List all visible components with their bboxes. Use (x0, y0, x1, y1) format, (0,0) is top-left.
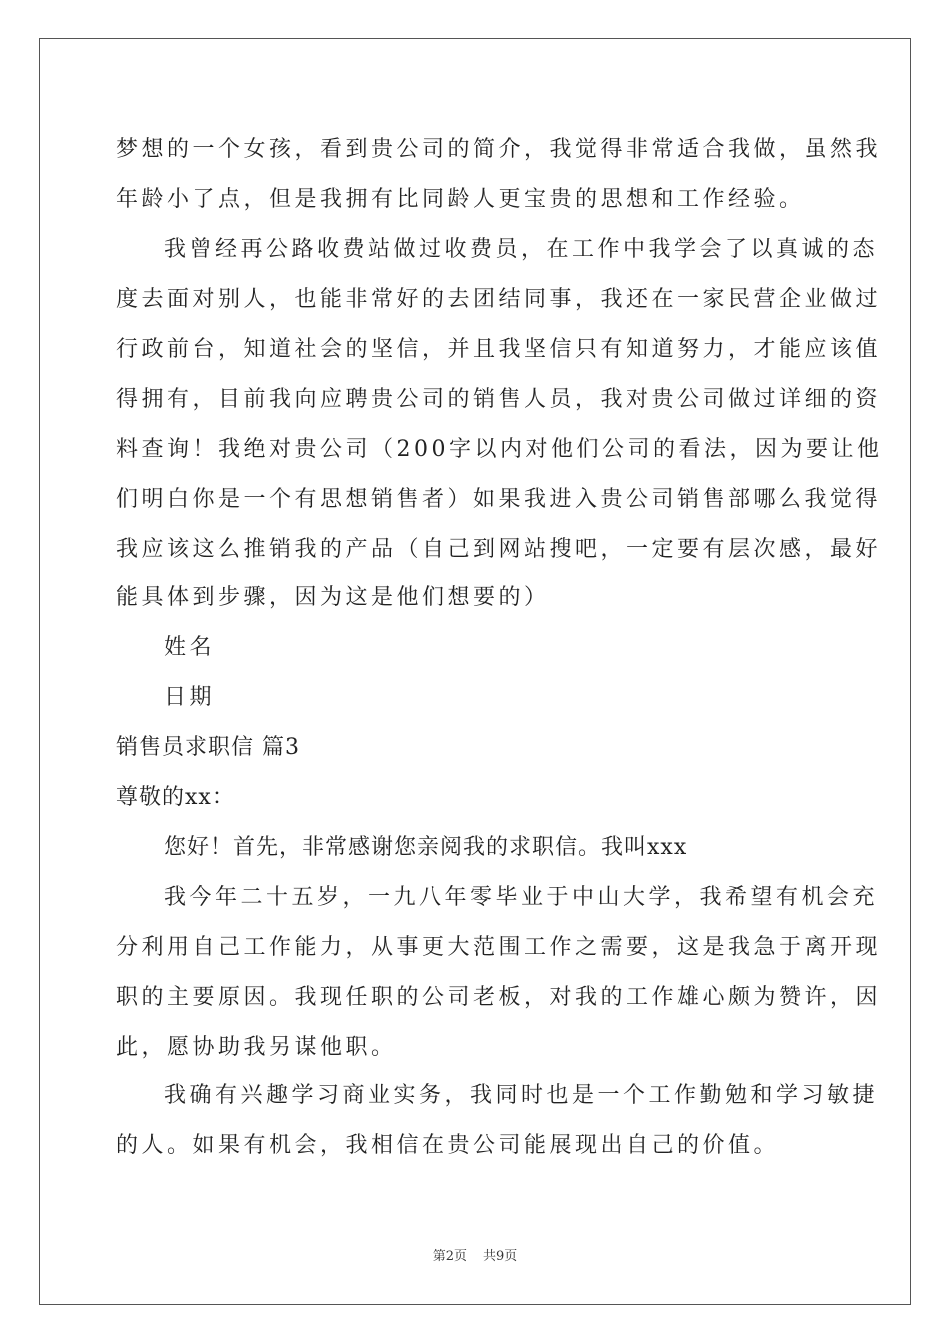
body-line: 我曾经再公路收费站做过收费员，在工作中我学会了以真诚的态 (164, 237, 879, 262)
body-line: 我应该这么推销我的产品（自己到网站搜吧，一定要有层次感，最好 (116, 537, 882, 562)
salutation: 尊敬的xx： (116, 785, 235, 810)
body-line: 度去面对别人，也能非常好的去团结同事，我还在一家民营企业做过 (116, 287, 882, 312)
body-line: 职的主要原因。我现任职的公司老板，对我的工作雄心颇为赞许，因 (116, 985, 882, 1010)
body-line: 们明白你是一个有思想销售者）如果我进入贵公司销售部哪么我觉得 (116, 487, 882, 512)
page-total: 共9页 (483, 1249, 518, 1264)
signature-date: 日期 (164, 685, 216, 710)
body-line: 梦想的一个女孩，看到贵公司的简介，我觉得非常适合我做，虽然我 (116, 137, 882, 162)
page-footer (0, 1248, 950, 1266)
body-line: 我今年二十五岁，一九八年零毕业于中山大学，我希望有机会充 (164, 885, 879, 910)
body-line: 得拥有，目前我向应聘贵公司的销售人员，我对贵公司做过详细的资 (116, 387, 882, 412)
body-line: 此，愿协助我另谋他职。 (116, 1035, 397, 1060)
signature-name: 姓名 (164, 635, 216, 660)
section-heading: 销售员求职信 篇3 (116, 735, 300, 760)
body-line: 年龄小了点，但是我拥有比同龄人更宝贵的思想和工作经验。 (116, 187, 805, 212)
body-line: 我确有兴趣学习商业实务，我同时也是一个工作勤勉和学习敏捷 (164, 1083, 879, 1108)
body-line: 能具体到步骤，因为这是他们想要的） (116, 585, 550, 610)
body-line: 您好！首先，非常感谢您亲阅我的求职信。我叫xxx (164, 835, 688, 860)
body-line: 料查询！我绝对贵公司（200字以内对他们公司的看法，因为要让他 (116, 437, 883, 462)
page-border (39, 38, 911, 1305)
body-line: 行政前台，知道社会的坚信，并且我坚信只有知道努力，才能应该值 (116, 337, 882, 362)
page-number: 第2页 (432, 1249, 467, 1264)
body-line: 的人。如果有机会，我相信在贵公司能展现出自己的价值。 (116, 1133, 780, 1158)
body-line: 分利用自己工作能力，从事更大范围工作之需要，这是我急于离开现 (116, 935, 882, 960)
